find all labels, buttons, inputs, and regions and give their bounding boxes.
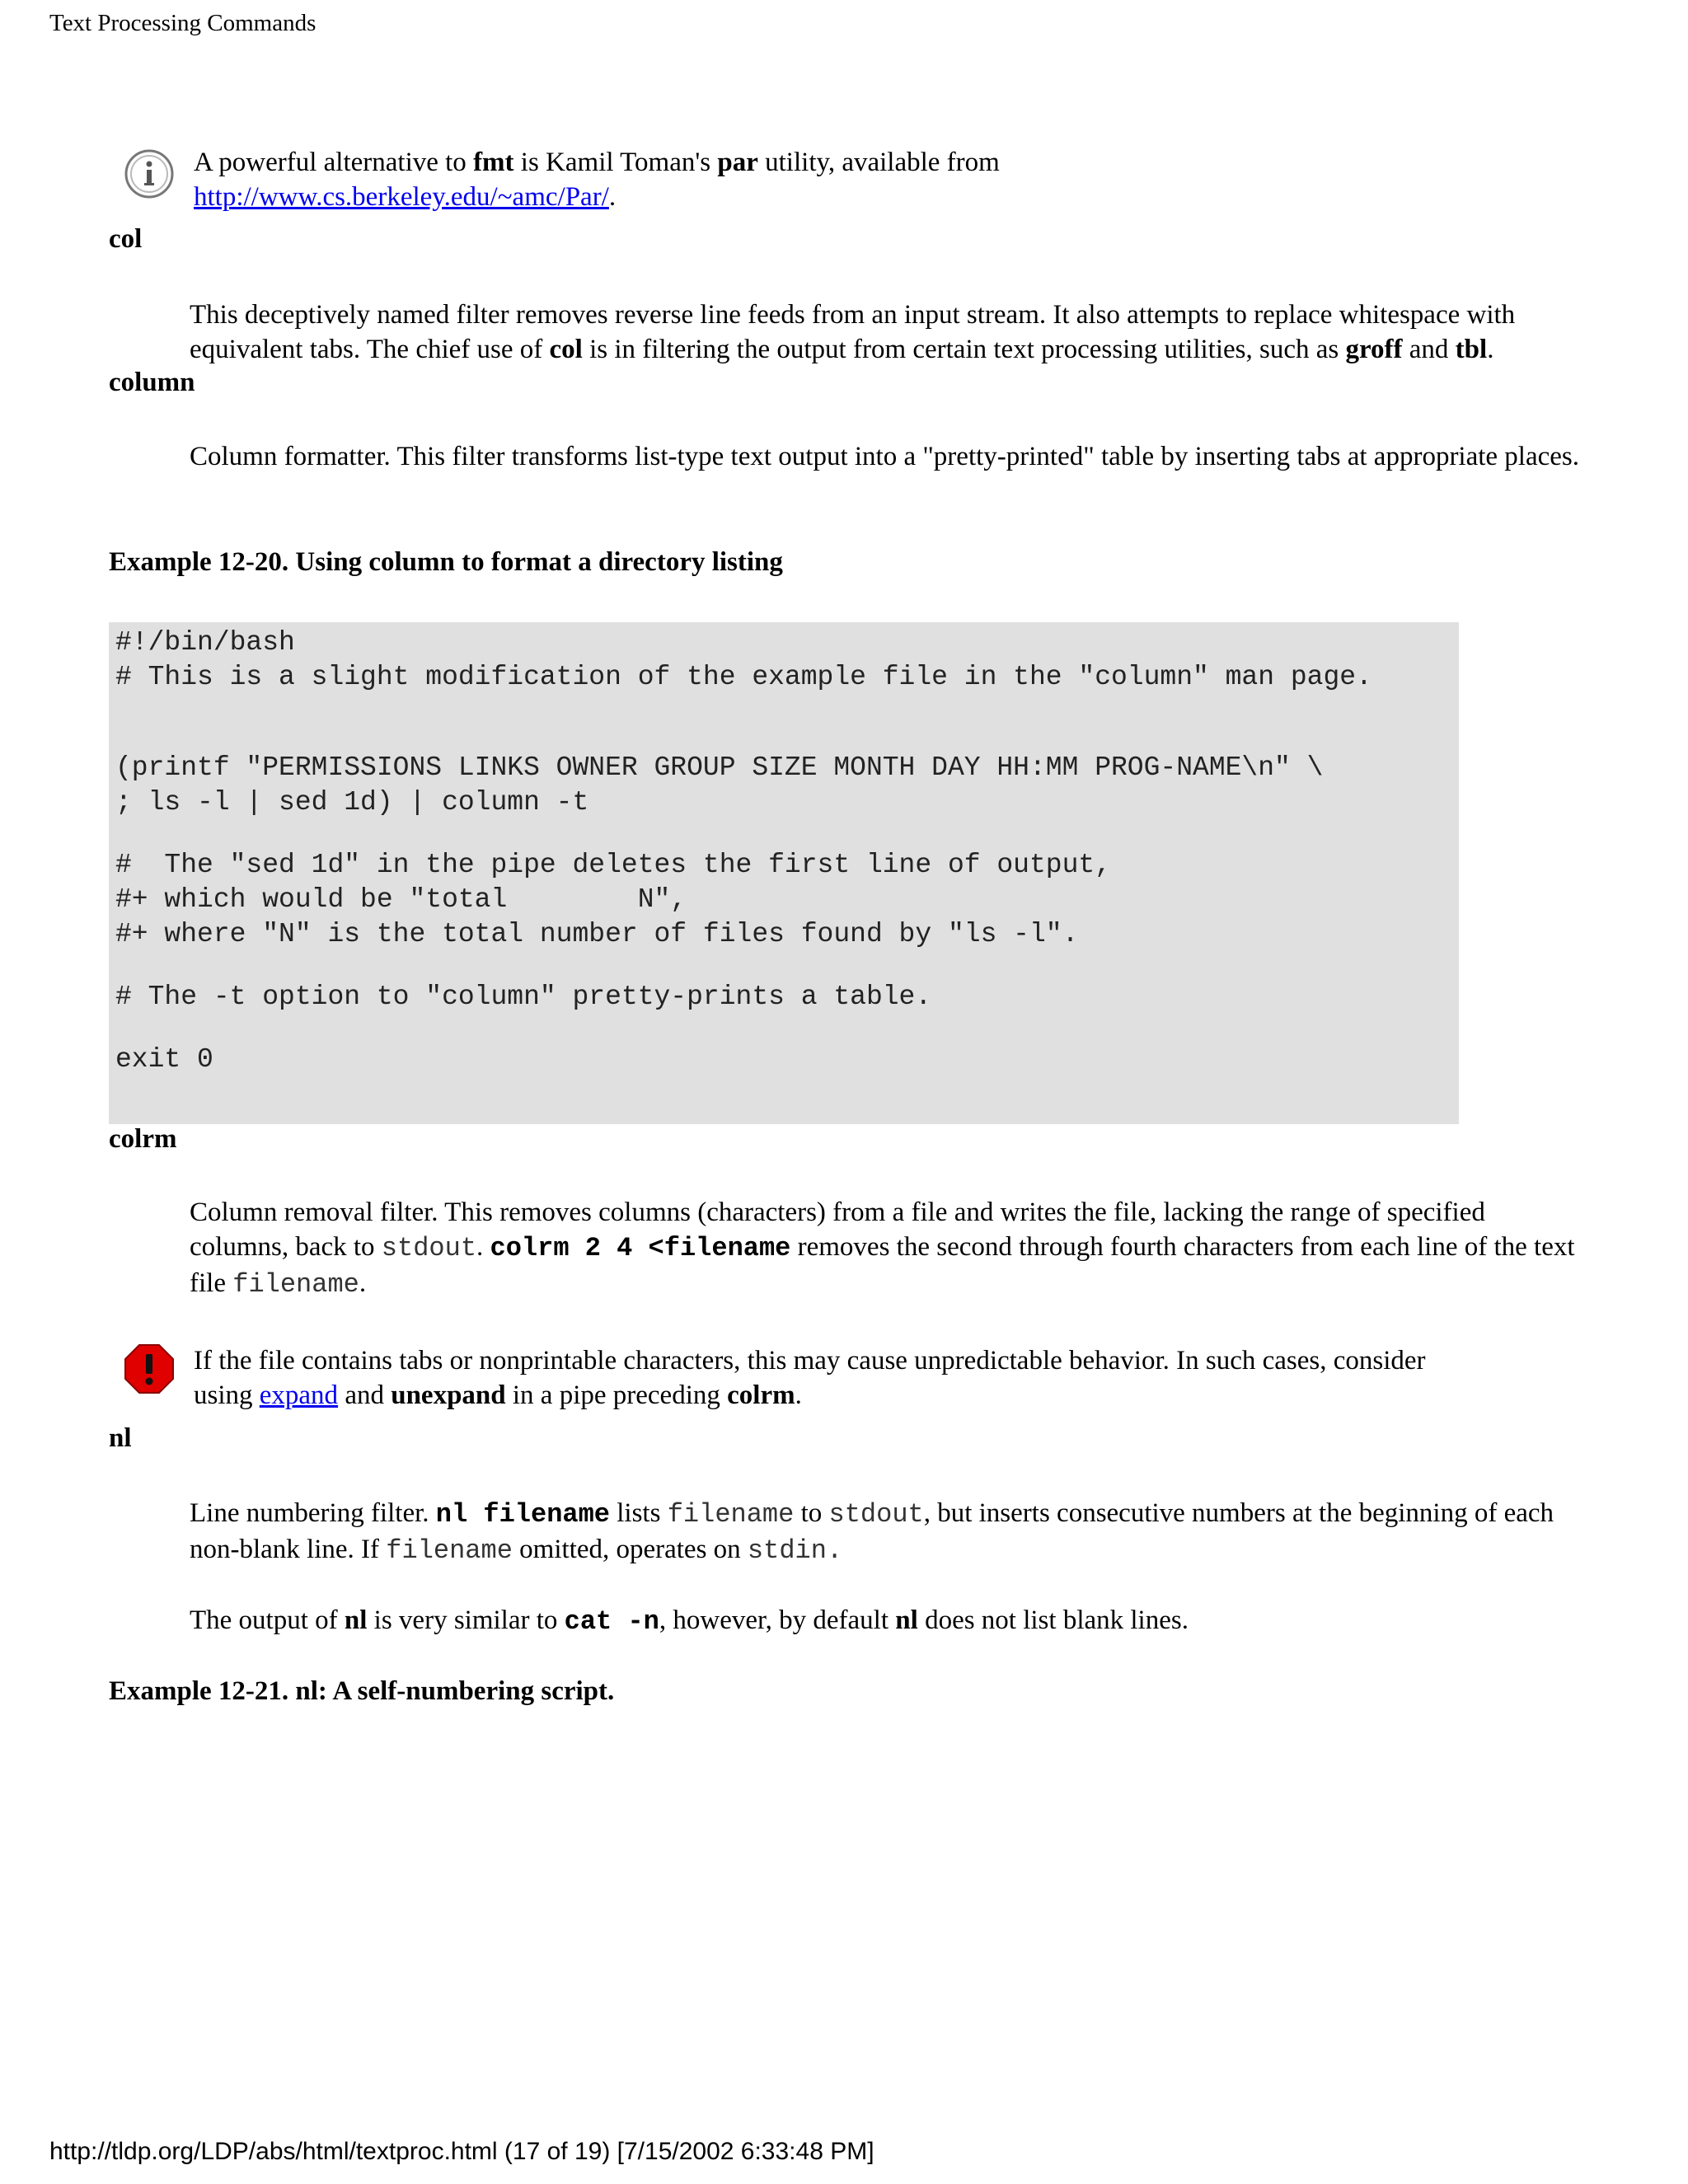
code-line: #!/bin/bash bbox=[115, 627, 295, 658]
colrm-text: Column removal filter. This removes columns (characters) from a file and writes the file, lacking the range of specified columns, back to bbox=[190, 1197, 1485, 1262]
filename-literal: filename bbox=[232, 1269, 359, 1300]
nl-text: is very similar to bbox=[367, 1605, 565, 1635]
colrm-text: . bbox=[359, 1268, 367, 1298]
nl-text: lists bbox=[610, 1498, 668, 1528]
cmd-nl: nl bbox=[344, 1605, 368, 1635]
par-link[interactable]: http://www.cs.berkeley.edu/~amc/Par/ bbox=[194, 182, 609, 212]
cmd-unexpand: unexpand bbox=[391, 1380, 506, 1410]
term-col: col bbox=[109, 224, 143, 254]
code-line: # The "sed 1d" in the pipe deletes the first line of output, bbox=[115, 850, 1111, 880]
cmd-col: col bbox=[549, 335, 583, 364]
stdout-literal: stdout bbox=[828, 1499, 924, 1530]
cmd-fmt: fmt bbox=[473, 148, 514, 177]
cmd-groff: groff bbox=[1345, 335, 1403, 364]
cmd-nl: nl bbox=[895, 1605, 918, 1635]
note-text: is Kamil Toman's bbox=[513, 148, 718, 177]
nl-text: The output of bbox=[190, 1605, 345, 1635]
nl-text: , however, by default bbox=[659, 1605, 896, 1635]
code-line: # This is a slight modification of the example file in the "column" man page. bbox=[115, 662, 1372, 692]
nl-text: omitted, operates on bbox=[512, 1535, 748, 1564]
column-description: Column formatter. This filter transforms list-type text output into a "pretty-printed" table by inserting tabs at appropriate places. bbox=[190, 442, 1580, 471]
nl-description bbox=[190, 1496, 1591, 1568]
nl-command: nl filename bbox=[435, 1499, 610, 1530]
nl-text: , but inserts consecutive numbers at the beginning of each non-blank line. If bbox=[190, 1498, 1554, 1564]
cat-command: cat -n bbox=[564, 1606, 659, 1637]
term-column: column bbox=[109, 368, 195, 397]
page-header: Text Processing Commands bbox=[49, 10, 316, 36]
filename-literal: filename bbox=[667, 1499, 795, 1530]
cmd-tbl: tbl bbox=[1455, 335, 1488, 364]
warning-text: in a pipe preceding bbox=[505, 1380, 728, 1410]
code-block bbox=[109, 622, 1459, 1124]
warning-text: and bbox=[338, 1380, 392, 1410]
nl-text: does not list blank lines. bbox=[917, 1605, 1189, 1635]
warning-text: If the file contains tabs or nonprintable characters, this may cause unpredictable behavior. In such cases, consider using bbox=[194, 1346, 1426, 1410]
code-line: #+ where "N" is the total number of files found by "ls -l". bbox=[115, 919, 1079, 949]
stdin-literal: stdin. bbox=[747, 1535, 843, 1566]
code-line: exit 0 bbox=[115, 1044, 213, 1075]
col-text: . bbox=[1487, 335, 1494, 364]
note-text: A powerful alternative to bbox=[194, 148, 474, 177]
term-colrm: colrm bbox=[109, 1124, 177, 1154]
nl-text: Line numbering filter. bbox=[190, 1498, 436, 1528]
col-text: This deceptively named filter removes reverse line feeds from an input stream. It also attempts to replace whitespace with equivalent tabs. The chief use of bbox=[190, 300, 1516, 364]
cmd-par: par bbox=[717, 148, 758, 177]
expand-link[interactable]: expand bbox=[259, 1380, 339, 1410]
col-description bbox=[190, 298, 1591, 367]
col-text: is in filtering the output from certain text processing utilities, such as bbox=[582, 335, 1346, 364]
cmd-colrm: colrm bbox=[727, 1380, 795, 1410]
code-line: #+ which would be "total N", bbox=[115, 884, 687, 915]
note-par bbox=[194, 145, 1430, 214]
colrm-text: . bbox=[476, 1232, 490, 1262]
colrm-description bbox=[190, 1195, 1591, 1302]
warning-text: . bbox=[795, 1380, 802, 1410]
term-nl: nl bbox=[109, 1423, 132, 1453]
note-warning bbox=[194, 1343, 1479, 1413]
info-icon bbox=[124, 148, 175, 204]
example-12-21-title: Example 12-21. nl: A self-numbering script. bbox=[109, 1676, 615, 1706]
col-text: and bbox=[1402, 335, 1456, 364]
note-text: utility, available from bbox=[757, 148, 1000, 177]
colrm-text: removes the second through fourth characters from each line of the text file bbox=[190, 1232, 1575, 1298]
nl-note bbox=[190, 1603, 1591, 1639]
colrm-command: colrm 2 4 <filename bbox=[490, 1233, 791, 1263]
warning-icon bbox=[124, 1343, 175, 1399]
code-line: # The -t option to "column" pretty-prints a table. bbox=[115, 982, 932, 1012]
stdout-literal: stdout bbox=[381, 1233, 477, 1263]
note-text: . bbox=[608, 182, 617, 212]
filename-literal: filename bbox=[386, 1535, 513, 1566]
page-footer: http://tldp.org/LDP/abs/html/textproc.html (17 of 19) [7/15/2002 6:33:48 PM] bbox=[49, 2138, 874, 2165]
example-12-20-title: Example 12-20. Using column to format a directory listing bbox=[109, 547, 783, 577]
code-line: ; ls -l | sed 1d) | column -t bbox=[115, 787, 589, 818]
nl-text: to bbox=[794, 1498, 829, 1528]
code-line: (printf "PERMISSIONS LINKS OWNER GROUP SIZE MONTH DAY HH:MM PROG-NAME\n" \ bbox=[115, 752, 1324, 783]
